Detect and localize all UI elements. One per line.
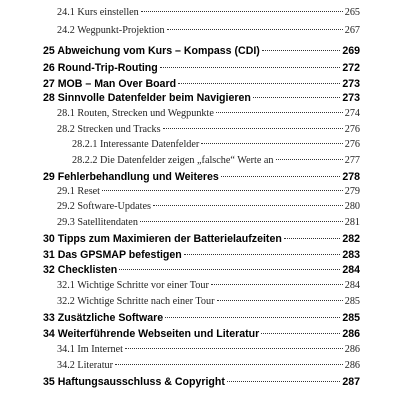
dot-leader: [119, 269, 340, 270]
toc-entry-title: 25 Abweichung vom Kurs – Kompass (CDI): [43, 45, 260, 57]
dot-leader: [141, 11, 343, 12]
toc-entry-title: 32.1 Wichtige Schritte vor einer Tour: [57, 280, 209, 291]
toc-section-entry[interactable]: [57, 345, 360, 355]
toc-chapter-entry[interactable]: [43, 377, 360, 388]
dot-leader: [167, 29, 343, 30]
dot-leader: [115, 364, 343, 365]
toc-entry-page-number: 281: [344, 217, 360, 228]
toc-subsection-entry[interactable]: [72, 140, 360, 150]
toc-entry-title: 34 Weiterführende Webseiten und Literatur: [43, 328, 260, 340]
toc-entry-page-number: 265: [344, 7, 360, 18]
toc-section-entry[interactable]: [57, 202, 360, 212]
toc-entry-title: 31 Das GPSMAP befestigen: [43, 249, 182, 261]
toc-entry-page-number: 277: [344, 155, 360, 166]
toc-entry-page-number: 269: [342, 45, 360, 57]
toc-entry-title: 29.3 Satellitendaten: [57, 217, 138, 228]
dot-leader: [153, 205, 343, 206]
toc-entry-page-number: 286: [344, 360, 360, 371]
toc-entry-page-number: 284: [342, 264, 360, 276]
toc-entry-page-number: 276: [344, 139, 360, 150]
toc-entry-title: 33 Zusätzliche Software: [43, 312, 164, 324]
toc-chapter-entry[interactable]: [43, 63, 360, 74]
dot-leader: [125, 348, 343, 349]
toc-entry-title: 24.1 Kurs einstellen: [57, 7, 139, 18]
toc-entry-page-number: 285: [342, 312, 360, 324]
toc-chapter-entry[interactable]: [43, 250, 360, 261]
dot-leader: [253, 97, 340, 98]
toc-entry-page-number: 276: [344, 124, 360, 135]
toc-chapter-entry[interactable]: [43, 172, 360, 183]
toc-chapter-entry[interactable]: [43, 93, 360, 104]
toc-chapter-entry[interactable]: [43, 313, 360, 324]
dot-leader: [276, 159, 343, 160]
toc-chapter-entry[interactable]: [43, 79, 360, 90]
dot-leader: [261, 333, 340, 334]
toc-entry-page-number: 273: [342, 78, 360, 90]
toc-entry-title: 27 MOB – Man Over Board: [43, 78, 177, 90]
toc-entry-title: 35 Haftungsausschluss & Copyright: [43, 376, 225, 388]
toc-entry-page-number: 272: [342, 62, 360, 74]
dot-leader: [102, 190, 343, 191]
toc-entry-title: 34.2 Literatur: [57, 360, 114, 371]
dot-leader: [184, 254, 341, 255]
toc-section-entry[interactable]: [57, 297, 360, 307]
toc-entry-title: 24.2 Wegpunkt-Projektion: [57, 25, 165, 36]
toc-entry-page-number: 267: [344, 25, 360, 36]
dot-leader: [216, 112, 343, 113]
dot-leader: [221, 176, 341, 177]
dot-leader: [262, 50, 340, 51]
toc-section-entry[interactable]: [57, 361, 360, 371]
toc-chapter-entry[interactable]: [43, 46, 360, 57]
toc-entry-page-number: 285: [344, 296, 360, 307]
dot-leader: [178, 83, 340, 84]
dot-leader: [140, 221, 343, 222]
toc-entry-page-number: 287: [342, 376, 360, 388]
toc-entry-title: 26 Round-Trip-Routing: [43, 62, 158, 74]
toc-entry-title: 28.1 Routen, Strecken und Wegpunkte: [57, 108, 214, 119]
toc-entry-page-number: 280: [344, 201, 360, 212]
toc-section-entry[interactable]: [57, 109, 360, 119]
toc-entry-page-number: 286: [342, 328, 360, 340]
dot-leader: [165, 317, 340, 318]
toc-entry-title: 32 Checklisten: [43, 264, 118, 276]
toc-entry-title: 29.1 Reset: [57, 186, 101, 197]
toc-subsection-entry[interactable]: [72, 156, 360, 166]
toc-entry-page-number: 273: [342, 92, 360, 104]
toc-section-entry[interactable]: [57, 187, 360, 197]
toc-entry-title: 29.2 Software-Updates: [57, 201, 151, 212]
dot-leader: [217, 300, 343, 301]
toc-section-entry[interactable]: [57, 125, 360, 135]
dot-leader: [227, 381, 340, 382]
toc-section-entry[interactable]: [57, 281, 360, 291]
toc-entry-page-number: 283: [342, 249, 360, 261]
toc-entry-title: 29 Fehlerbehandlung und Weiteres: [43, 171, 219, 183]
toc-entry-page-number: 274: [344, 108, 360, 119]
toc-entry-title: 28.2.1 Interessante Datenfelder: [72, 139, 200, 150]
toc-chapter-entry[interactable]: [43, 329, 360, 340]
toc-entry-title: 28 Sinnvolle Datenfelder beim Navigieren: [43, 92, 251, 104]
dot-leader: [163, 128, 343, 129]
toc-entry-page-number: 284: [344, 280, 360, 291]
toc-entry-title: 28.2 Strecken und Tracks: [57, 124, 161, 135]
toc-entry-title: 32.2 Wichtige Schritte nach einer Tour: [57, 296, 215, 307]
toc-section-entry[interactable]: [57, 26, 360, 36]
toc-entry-page-number: 286: [344, 344, 360, 355]
dot-leader: [201, 143, 342, 144]
toc-entry-title: 30 Tipps zum Maximieren der Batterielaufzeiten: [43, 233, 282, 245]
toc-entry-page-number: 279: [344, 186, 360, 197]
toc-entry-title: 28.2.2 Die Datenfelder zeigen „falsche“ Werte an: [72, 155, 274, 166]
dot-leader: [160, 67, 341, 68]
dot-leader: [284, 238, 340, 239]
toc-entry-title: 34.1 Im Internet: [57, 344, 123, 355]
toc-section-entry[interactable]: [57, 218, 360, 228]
toc-section-entry[interactable]: [57, 8, 360, 18]
toc-entry-page-number: 282: [342, 233, 360, 245]
toc-chapter-entry[interactable]: [43, 265, 360, 276]
toc-chapter-entry[interactable]: [43, 234, 360, 245]
dot-leader: [211, 284, 343, 285]
toc-entry-page-number: 278: [342, 171, 360, 183]
